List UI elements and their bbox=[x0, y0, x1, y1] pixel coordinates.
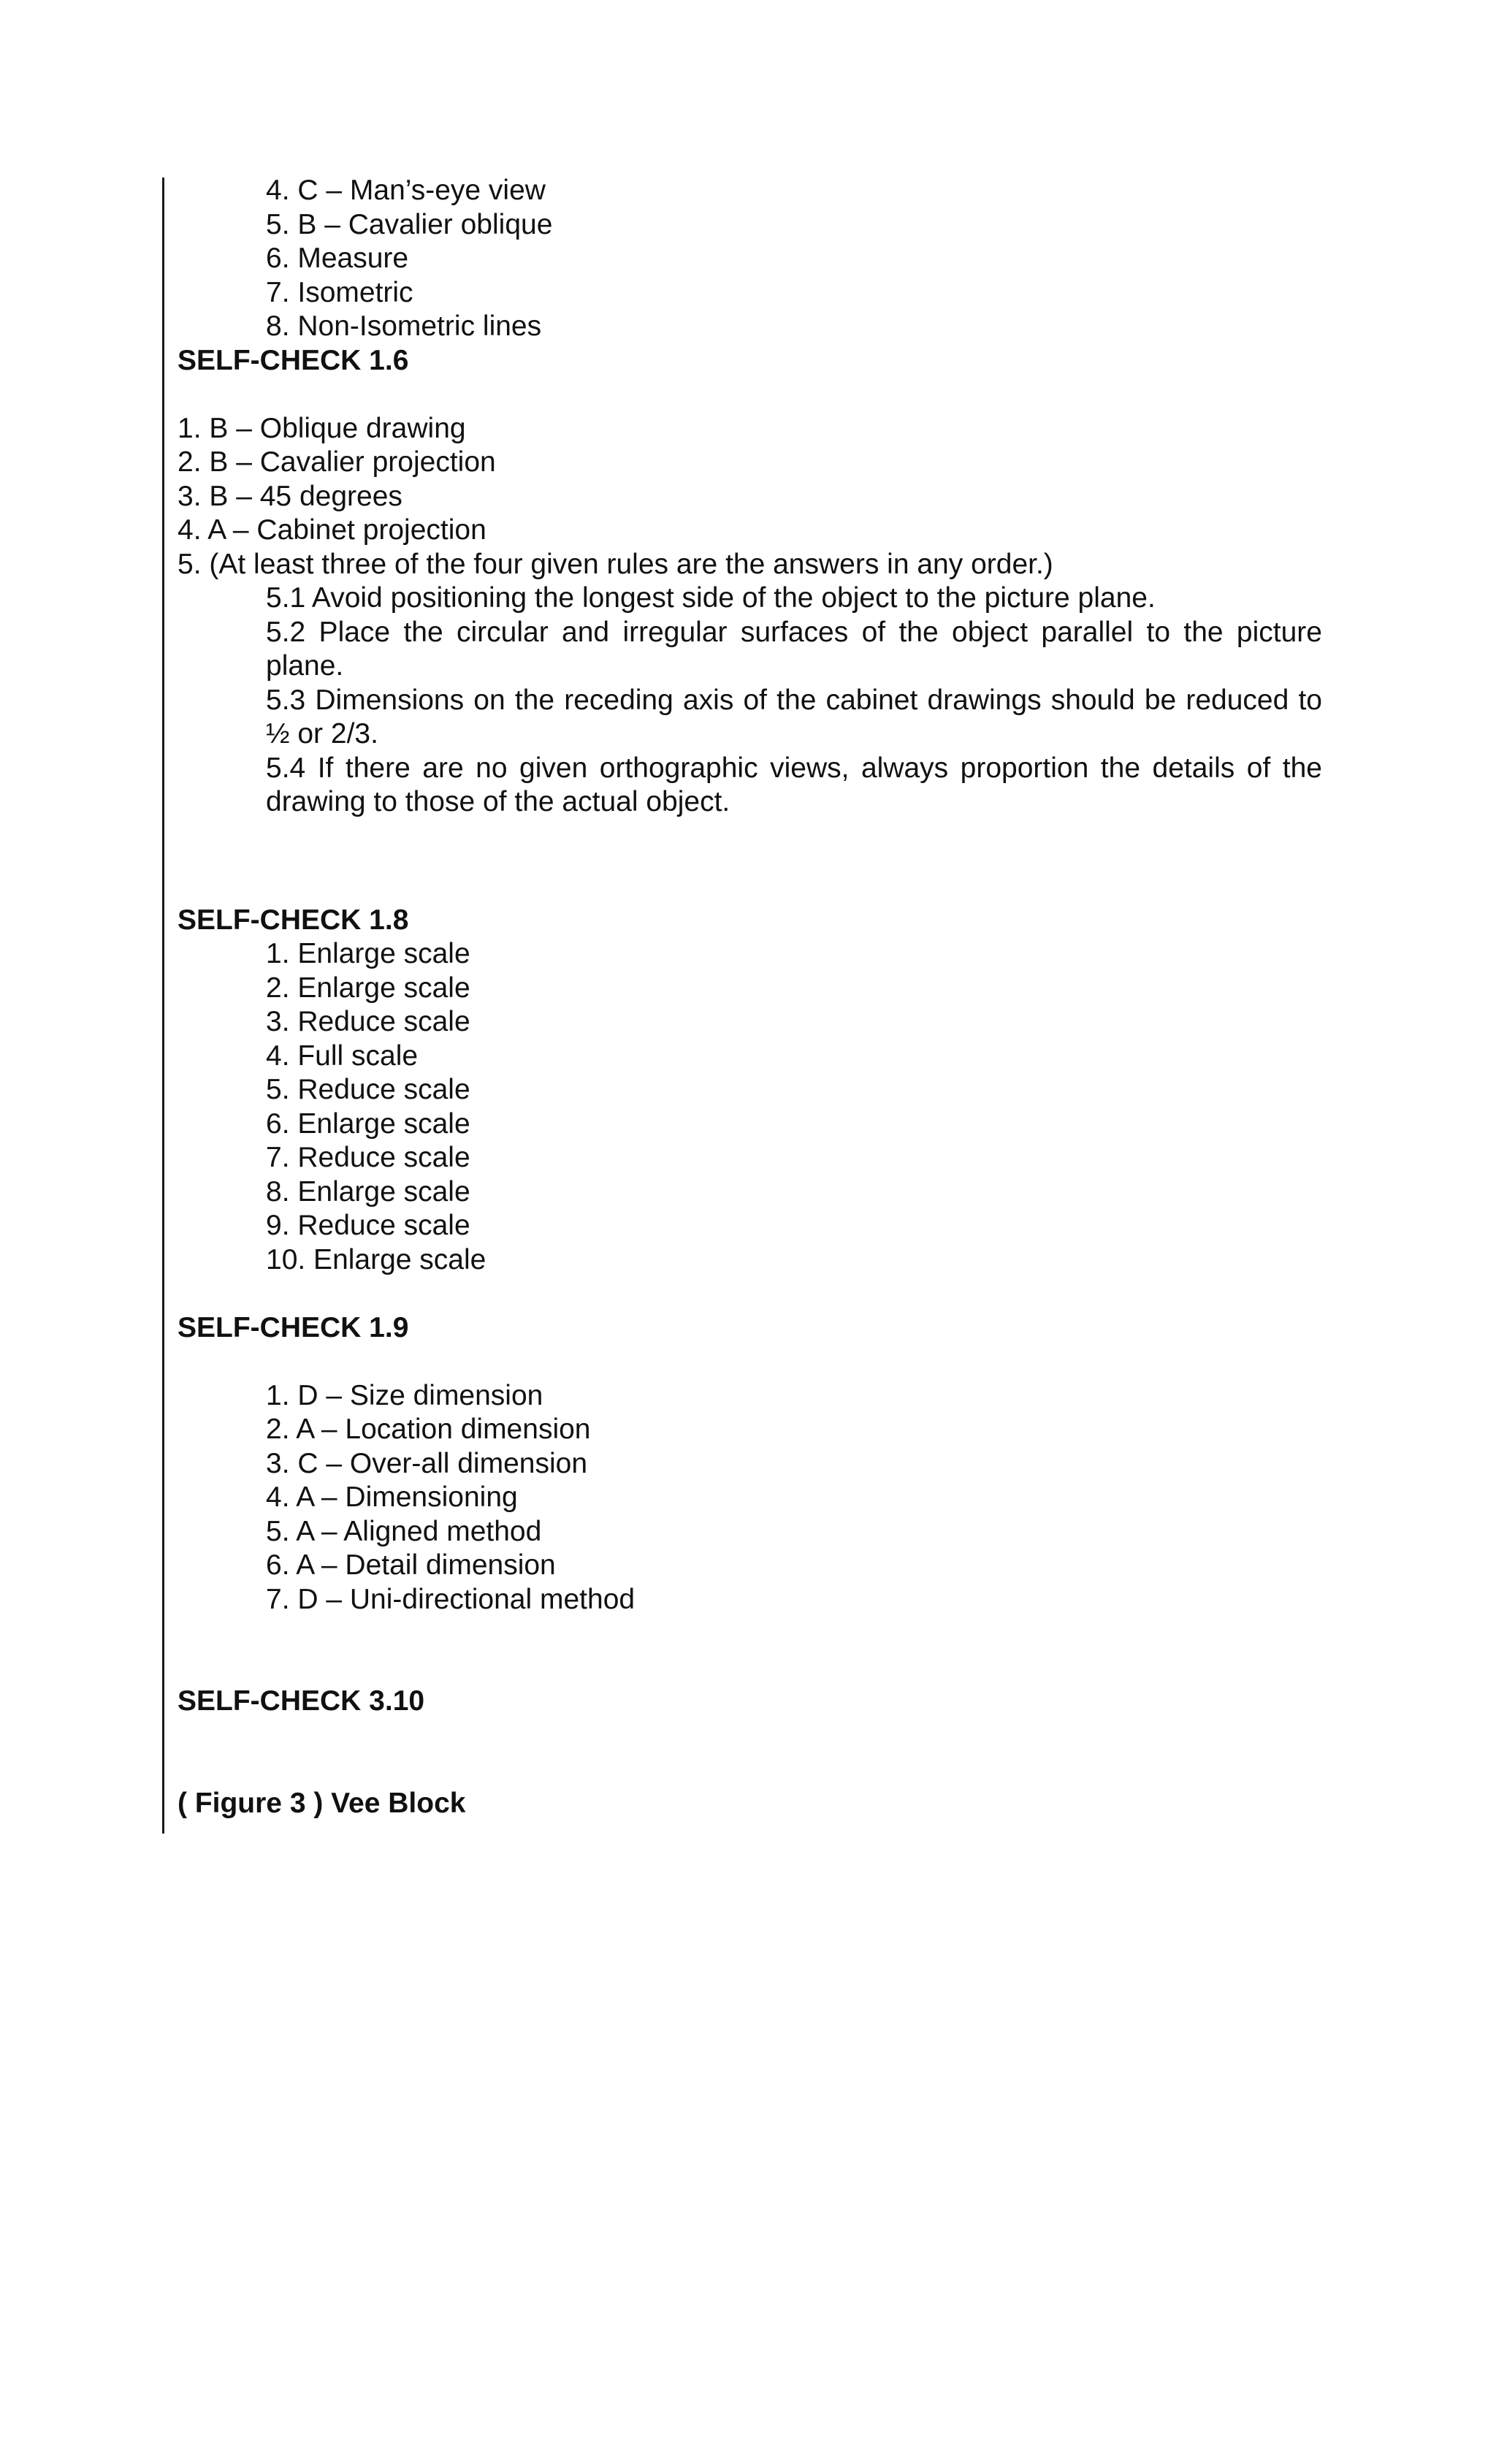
list-item: 8. Enlarge scale bbox=[266, 1175, 470, 1208]
previous-answers-list bbox=[178, 174, 1322, 344]
rule-item: 5.4 If there are no given orthographic views, always proportion the details of the drawing to those of the actual object. bbox=[266, 752, 1322, 817]
self-check-1-6 bbox=[178, 344, 1322, 820]
section-heading: SELF-CHECK 3.10 bbox=[178, 1685, 425, 1717]
list-item: 3. C – Over-all dimension bbox=[266, 1447, 588, 1479]
list-item: 4. A – Cabinet projection bbox=[178, 514, 486, 546]
list-item: 2. Enlarge scale bbox=[266, 972, 470, 1004]
self-check-1-9 bbox=[178, 1311, 1322, 1617]
section-heading: SELF-CHECK 1.6 bbox=[178, 344, 409, 376]
left-margin-rule bbox=[162, 178, 164, 1834]
list-item: 10. Enlarge scale bbox=[266, 1243, 486, 1275]
list-item: 5. (At least three of the four given rules are the answers in any order.) bbox=[178, 548, 1053, 580]
list-item: 7. Isometric bbox=[266, 276, 413, 308]
self-check-3-10 bbox=[178, 1685, 1322, 1820]
list-item: 9. Reduce scale bbox=[266, 1210, 470, 1241]
rule-item: 5.1 Avoid positioning the longest side of the object to the picture plane. bbox=[266, 582, 1156, 614]
list-item: 4. Full scale bbox=[266, 1040, 419, 1072]
list-item: 5. B – Cavalier oblique bbox=[266, 208, 553, 240]
section-heading: SELF-CHECK 1.9 bbox=[178, 1311, 409, 1343]
list-item: 6. Enlarge scale bbox=[266, 1107, 470, 1140]
list-item: 8. Non-Isometric lines bbox=[266, 310, 542, 342]
list-item: 7. Reduce scale bbox=[266, 1142, 470, 1173]
list-item: 3. Reduce scale bbox=[266, 1006, 470, 1037]
list-item: 2. A – Location dimension bbox=[266, 1414, 591, 1445]
list-item: 4. A – Dimensioning bbox=[266, 1481, 518, 1513]
list-item: 1. Enlarge scale bbox=[266, 938, 470, 969]
list-item: 5. Reduce scale bbox=[266, 1074, 470, 1105]
list-item: 7. D – Uni-directional method bbox=[266, 1583, 636, 1615]
list-item: 1. D – Size dimension bbox=[266, 1379, 543, 1411]
self-check-1-8 bbox=[178, 904, 1322, 1278]
figure-caption: ( Figure 3 ) Vee Block bbox=[178, 1787, 466, 1819]
answer-key-content bbox=[178, 174, 1322, 1820]
list-item: 5. A – Aligned method bbox=[266, 1515, 542, 1547]
list-item: 1. B – Oblique drawing bbox=[178, 412, 466, 444]
list-item: 6. A – Detail dimension bbox=[266, 1549, 556, 1581]
list-item: 6. Measure bbox=[266, 243, 409, 274]
list-item: 4. C – Man’s-eye view bbox=[266, 175, 546, 206]
rule-item: 5.2 Place the circular and irregular surfaces of the object parallel to the picture plane. bbox=[266, 616, 1322, 682]
section-heading: SELF-CHECK 1.8 bbox=[178, 904, 409, 936]
rule-item: 5.3 Dimensions on the receding axis of the cabinet drawings should be reduced to ½ or 2/3. bbox=[266, 684, 1322, 750]
list-item: 3. B – 45 degrees bbox=[178, 480, 402, 512]
list-item: 2. B – Cavalier projection bbox=[178, 446, 496, 478]
